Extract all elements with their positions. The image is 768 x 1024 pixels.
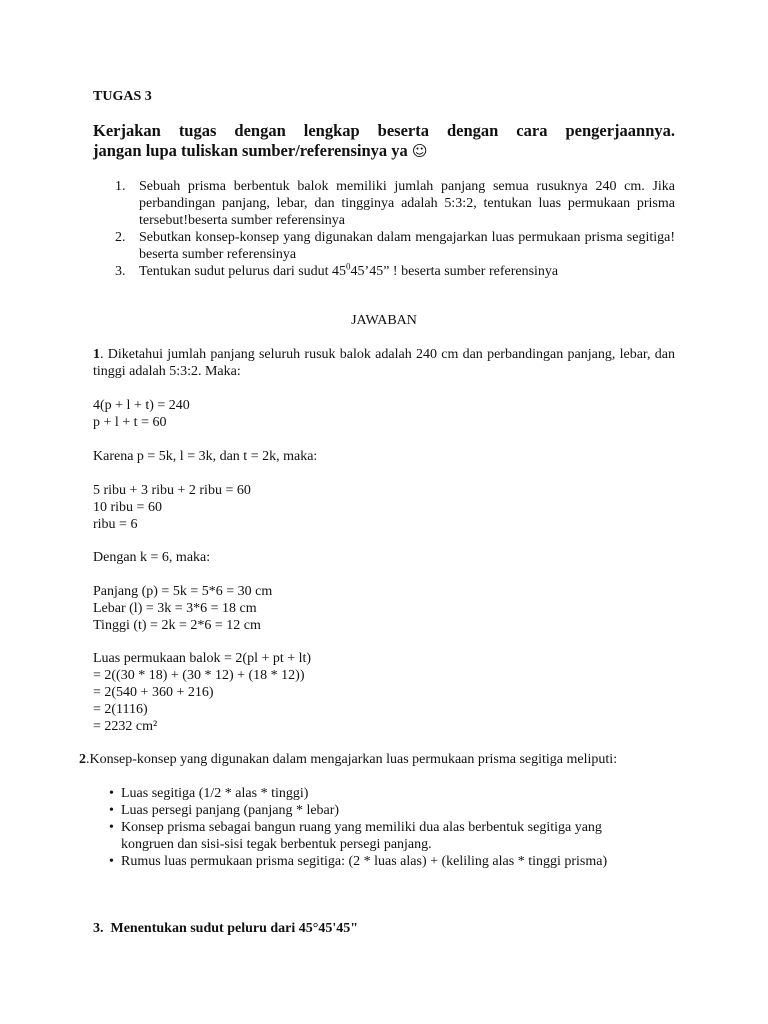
question-text: Sebuah prisma berbentuk balok memiliki jumlah panjang semua rusuknya 240 cm. Jika perbandingan panjang, lebar, dan tingginya adalah 5:3:2, tentukan luas permukaan prisma tersebut!beserta sumber referensinya bbox=[139, 179, 675, 228]
surface-area-line: = 2(1116) bbox=[93, 702, 148, 717]
instruction-line-1: Kerjakan tugas dengan lengkap beserta dengan cara pengerjaannya. bbox=[93, 121, 675, 140]
karena-line: Karena p = 5k, l = 3k, dan t = 2k, maka: bbox=[93, 449, 318, 464]
question-item-1 bbox=[93, 178, 675, 229]
question-number: 1. bbox=[115, 179, 126, 194]
answer-2-intro-text: .Konsep-konsep yang digunakan dalam mengajarkan luas permukaan prisma segitiga meliputi: bbox=[86, 752, 618, 767]
equation-line: 10 ribu = 60 bbox=[93, 500, 162, 515]
dimension-group bbox=[93, 583, 675, 634]
concept-item bbox=[93, 802, 673, 819]
equation-line: 4(p + l + t) = 240 bbox=[93, 398, 190, 413]
dimension-line-tinggi: Tinggi (t) = 2k = 2*6 = 12 cm bbox=[93, 618, 261, 633]
concept-list bbox=[93, 785, 673, 870]
surface-area-line: = 2((30 * 18) + (30 * 12) + (18 * 12)) bbox=[93, 668, 305, 683]
concept-text: Luas segitiga (1/2 * alas * tinggi) bbox=[121, 786, 309, 801]
question-text-end: 45’45” ! beserta sumber referensinya bbox=[350, 264, 559, 279]
bullet-icon: • bbox=[109, 820, 114, 835]
question-number: 3. bbox=[115, 264, 126, 279]
question-item-3 bbox=[93, 263, 675, 280]
surface-area-result: = 2232 cm² bbox=[93, 719, 158, 734]
instruction-heading bbox=[93, 121, 675, 161]
concept-item bbox=[93, 819, 673, 853]
surface-area-line: Luas permukaan balok = 2(pl + pt + lt) bbox=[93, 651, 312, 666]
concept-text: Rumus luas permukaan prisma segitiga: (2 * luas alas) + (keliling alas * tinggi prisma) bbox=[121, 854, 608, 869]
bullet-icon: • bbox=[109, 786, 114, 801]
answer-1-intro-text: . Diketahui jumlah panjang seluruh rusuk balok adalah 240 cm dan perbandingan panjang, lebar, dan tinggi adalah 5:3:2. Maka: bbox=[93, 347, 675, 379]
answer-heading: JAWABAN bbox=[351, 313, 417, 328]
answer-2-intro bbox=[79, 751, 679, 768]
answer-1-number: 1 bbox=[93, 347, 100, 362]
question-number: 2. bbox=[115, 230, 126, 245]
question-text: Sebutkan konsep-konsep yang digunakan dalam mengajarkan luas permukaan prisma segitiga! beserta sumber referensinya bbox=[139, 230, 675, 262]
smiley-icon: ☺ bbox=[411, 142, 428, 160]
answer-3-heading: 3. Menentukan sudut peluru dari 45°45'45" bbox=[93, 921, 359, 936]
instruction-line-2: jangan lupa tuliskan sumber/referensinya ya bbox=[93, 141, 408, 160]
equation-line: p + l + t = 60 bbox=[93, 415, 167, 430]
equation-group-2 bbox=[93, 482, 675, 533]
equation-group-1 bbox=[93, 397, 675, 431]
answer-2-number: 2 bbox=[79, 752, 86, 767]
answer-1-intro bbox=[93, 346, 675, 380]
equation-line: 5 ribu + 3 ribu + 2 ribu = 60 bbox=[93, 483, 251, 498]
degree-superscript: 0 bbox=[346, 261, 351, 272]
surface-area-group bbox=[93, 650, 675, 735]
dimension-line-lebar: Lebar (l) = 3k = 3*6 = 18 cm bbox=[93, 601, 257, 616]
bullet-icon: • bbox=[109, 854, 114, 869]
question-text: Tentukan sudut pelurus dari sudut 45 bbox=[139, 264, 347, 279]
concept-item bbox=[93, 853, 673, 870]
document-title: TUGAS 3 bbox=[93, 89, 152, 104]
question-item-2 bbox=[93, 229, 675, 263]
dengan-line: Dengan k = 6, maka: bbox=[93, 550, 211, 565]
concept-text: Konsep prisma sebagai bangun ruang yang memiliki dua alas berbentuk segitiga yang kongruen dan sisi-sisi tegak berbentuk persegi panjang. bbox=[121, 820, 602, 852]
concept-item bbox=[93, 785, 673, 802]
equation-line: ribu = 6 bbox=[93, 517, 138, 532]
question-list bbox=[93, 178, 675, 280]
dimension-line-panjang: Panjang (p) = 5k = 5*6 = 30 cm bbox=[93, 584, 273, 599]
surface-area-line: = 2(540 + 360 + 216) bbox=[93, 685, 214, 700]
bullet-icon: • bbox=[109, 803, 114, 818]
concept-text: Luas persegi panjang (panjang * lebar) bbox=[121, 803, 340, 818]
